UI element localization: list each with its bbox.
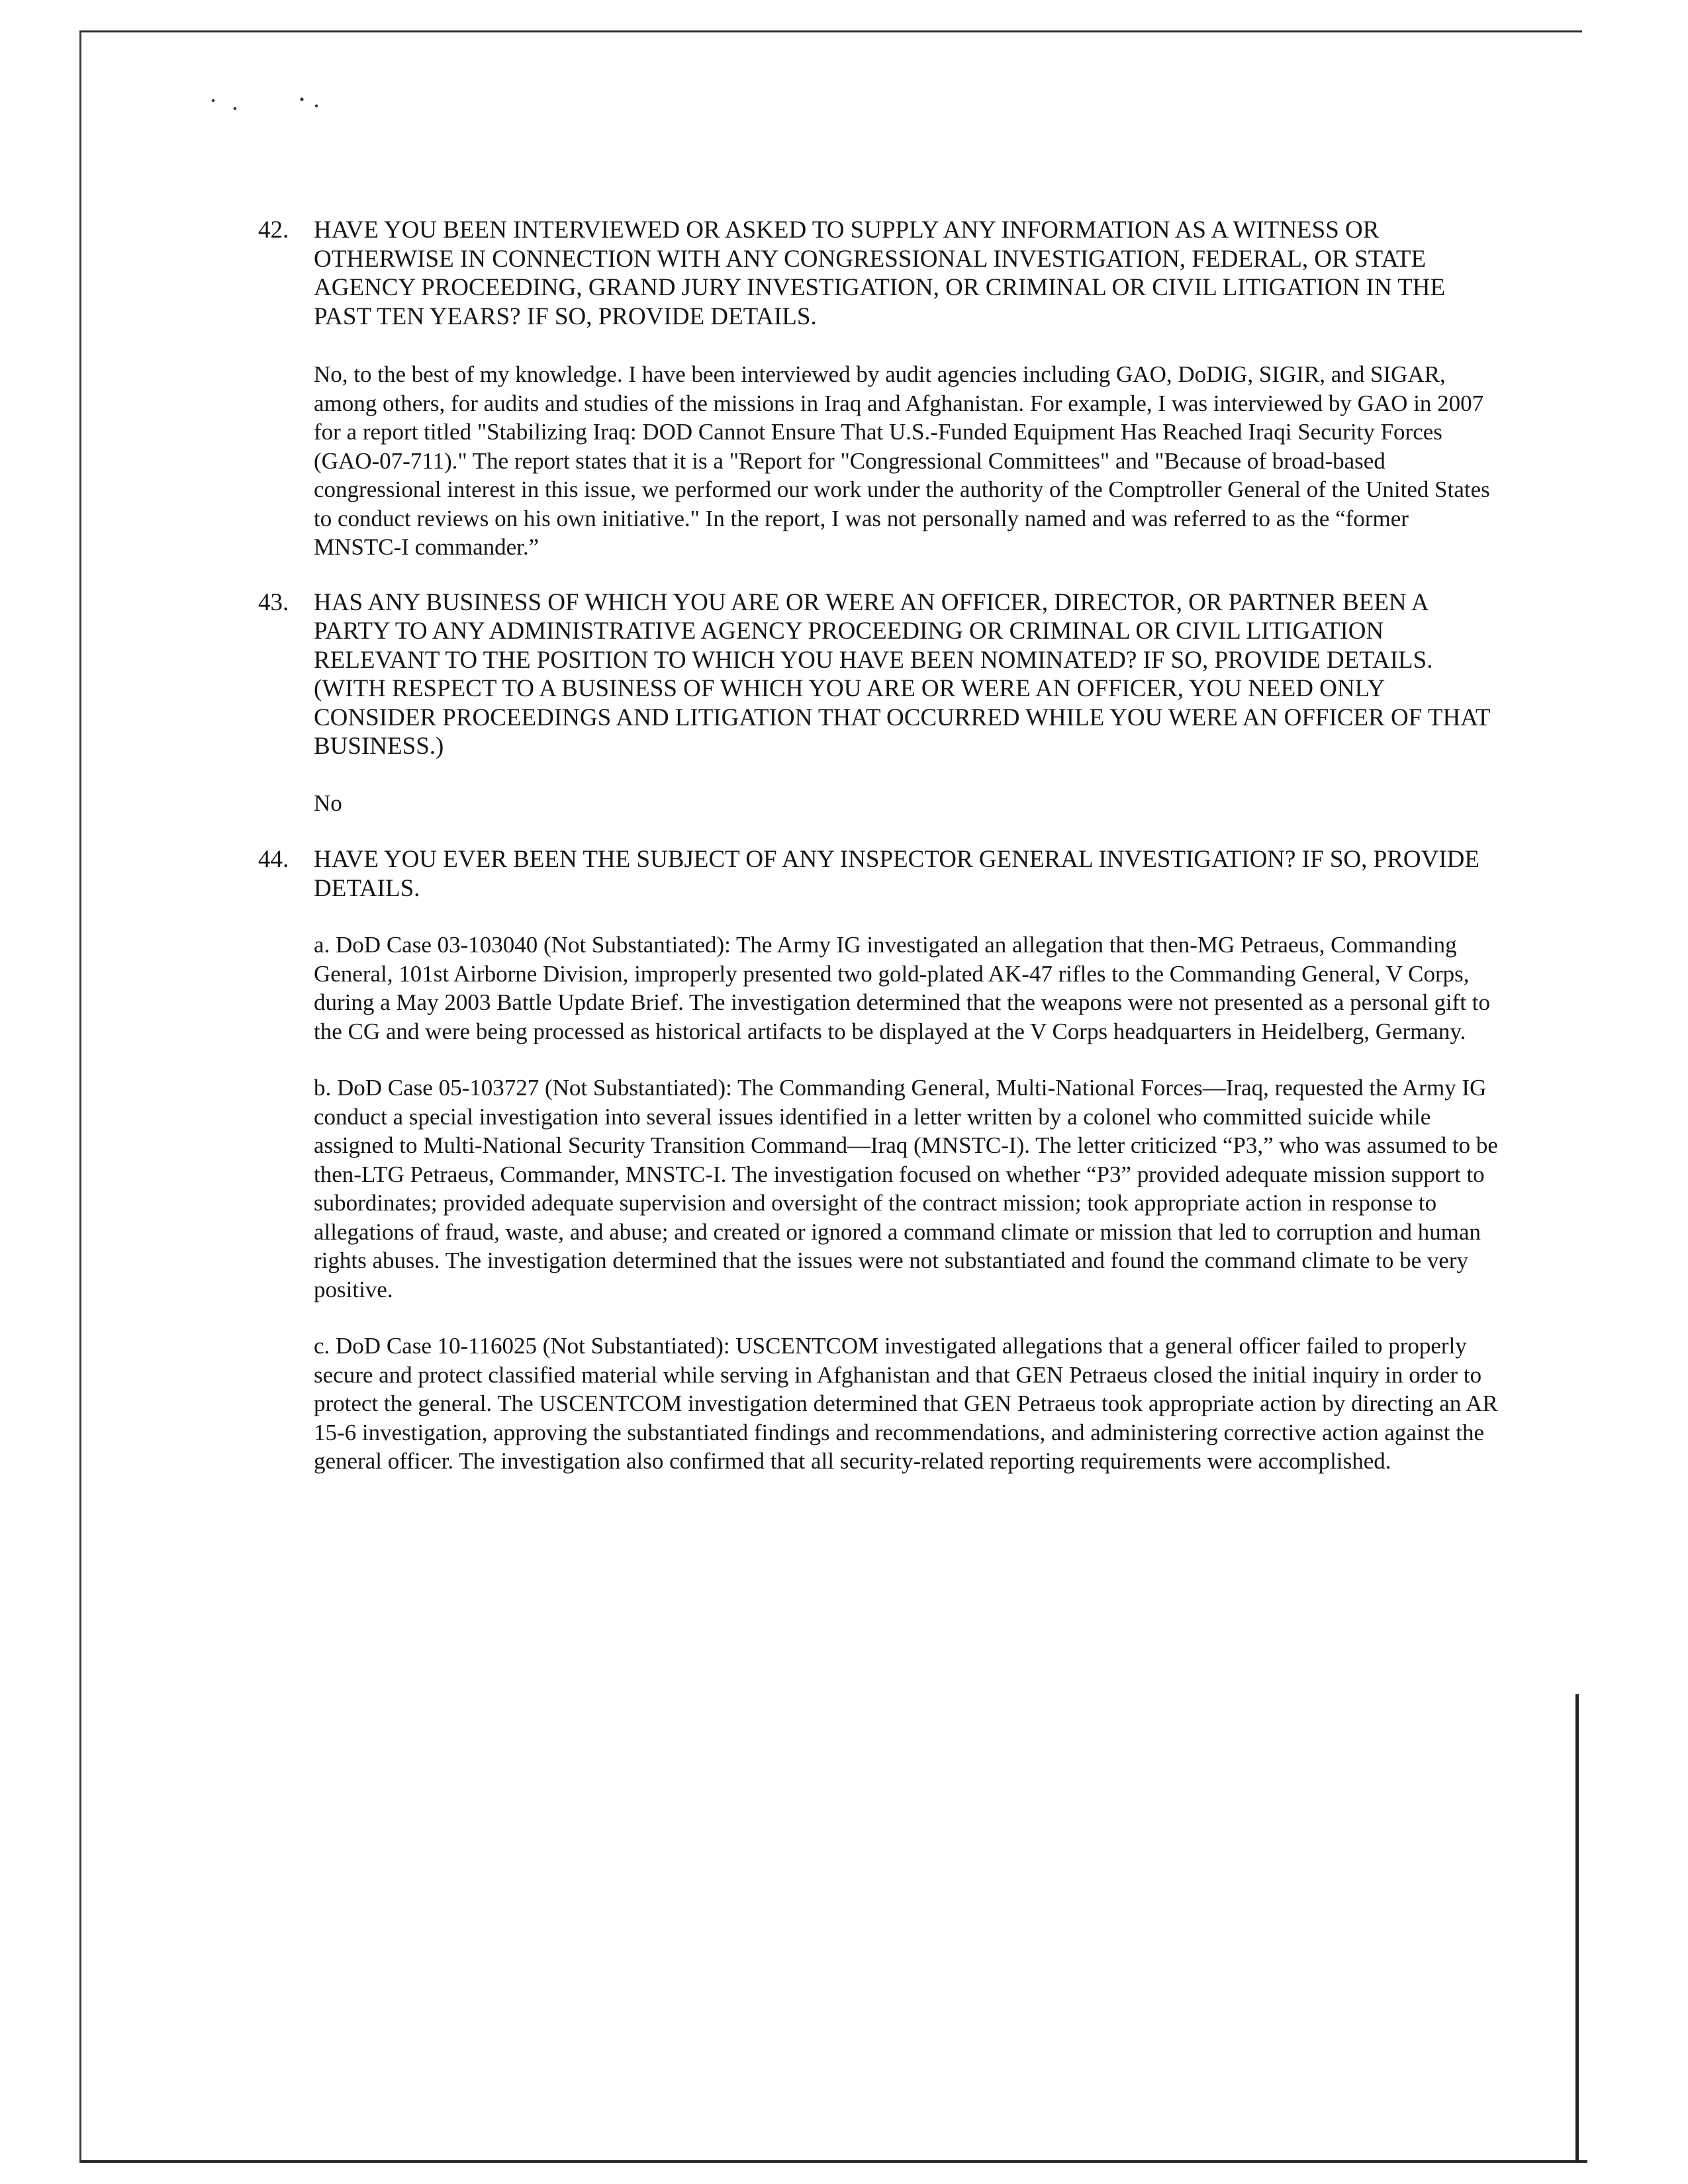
question-number: 43. [258,588,289,616]
speck [212,99,214,102]
question-42 [258,216,1516,331]
scan-specks [211,91,330,118]
answer-44-c: c. DoD Case 10-116025 (Not Substantiated): USCENTCOM investigated allegations that a general officer failed to properly secure and protect classified material while serving in Afghanistan and that GEN Petraeus closed the initial inquiry in order to protect the general. The USCENTCOM investigation determined that GEN Petraeus took appropriate action by directing an AR 15-6 investigation, approving the substantiated findings and recommendations, and administering corrective action against the general officer. The investigation also confirmed that all security-related reporting requirements were accomplished. [314,1333,1498,1474]
answer-42: No, to the best of my knowledge. I have been interviewed by audit agencies including GAO, DoDIG, SIGIR, and SIGAR, among others, for audits and studies of the missions in Iraq and Afghanistan. For example, I was interviewed by GAO in 2007 for a report titled "Stabilizing Iraq: DOD Cannot Ensure That U.S.-Funded Equipment Has Reached Iraqi Security Forces (GAO-07-711)." The report states that it is a "Report for "Congressional Committees" and "Because of broad-based congressional interest in this issue, we performed our work under the authority of the Comptroller General of the United States to conduct reviews on his own initiative." In the report, I was not personally named and was referred to as the “former MNSTC-I commander.” [314,361,1490,560]
document-body [258,216,1516,1476]
speck [315,105,318,107]
question-text: HAS ANY BUSINESS OF WHICH YOU ARE OR WERE AN OFFICER, DIRECTOR, OR PARTNER BEEN A PARTY TO ANY ADMINISTRATIVE AGENCY PROCEEDING OR CRIMINAL OR CIVIL LITIGATION RELEVANT TO THE POSITION TO WHICH YOU HAVE BEEN NOMINATED? IF SO, PROVIDE DETAILS. (WITH RESPECT TO A BUSINESS OF WHICH YOU ARE OR WERE AN OFFICER, YOU NEED ONLY CONSIDER PROCEEDINGS AND LITIGATION THAT OCCURRED WHILE YOU WERE AN OFFICER OF THAT BUSINESS.) [314,588,1490,760]
question-43 [258,588,1516,761]
question-number: 42. [258,216,289,244]
answer-44-b: b. DoD Case 05-103727 (Not Substantiated): The Commanding General, Multi-National Forces—Iraq, requested the Army IG conduct a special investigation into several issues identified in a letter written by a colonel who committed suicide while assigned to Multi-National Security Transition Command—Iraq (MNSTC-I). The letter criticized “P3,” who was assumed to be then-LTG Petraeus, Commander, MNSTC-I. The investigation focused on whether “P3” provided adequate mission support to subordinates; provided adequate supervision and oversight of the contract mission; took appropriate action in response to allegations of fraud, waste, and abuse; and created or ignored a command climate or mission that led to corruption and human rights abuses. The investigation determined that the issues were not substantiated and found the command climate to be very positive. [314,1075,1498,1302]
question-number: 44. [258,846,289,873]
scan-border-right [1575,1694,1579,2163]
speck [300,97,303,101]
question-text: HAVE YOU BEEN INTERVIEWED OR ASKED TO SUPPLY ANY INFORMATION AS A WITNESS OR OTHERWISE IN CONNECTION WITH ANY CONGRESSIONAL INVESTIGATION, FEDERAL, OR STATE AGENCY PROCEEDING, GRAND JURY INVESTIGATION, OR CRIMINAL OR CIVIL LITIGATION IN THE PAST TEN YEARS? IF SO, PROVIDE DETAILS. [314,216,1446,330]
question-text: HAVE YOU EVER BEEN THE SUBJECT OF ANY INSPECTOR GENERAL INVESTIGATION? IF SO, PROVIDE DETAILS. [314,846,1479,902]
question-44 [258,845,1516,903]
answer-44-a: a. DoD Case 03-103040 (Not Substantiated): The Army IG investigated an allegation that then-MG Petraeus, Commanding General, 101st Airborne Division, improperly presented two gold-plated AK-47 rifles to the Commanding General, V Corps, during a May 2003 Battle Update Brief. The investigation determined that the weapons were not presented as a personal gift to the CG and were being processed as historical artifacts to be displayed at the V Corps headquarters in Heidelberg, Germany. [314,932,1491,1044]
scan-border-left [79,30,81,2163]
scan-border-bottom [81,2160,1587,2163]
speck [234,107,236,110]
answer-43: No [314,790,342,816]
scan-border-top [81,30,1582,32]
